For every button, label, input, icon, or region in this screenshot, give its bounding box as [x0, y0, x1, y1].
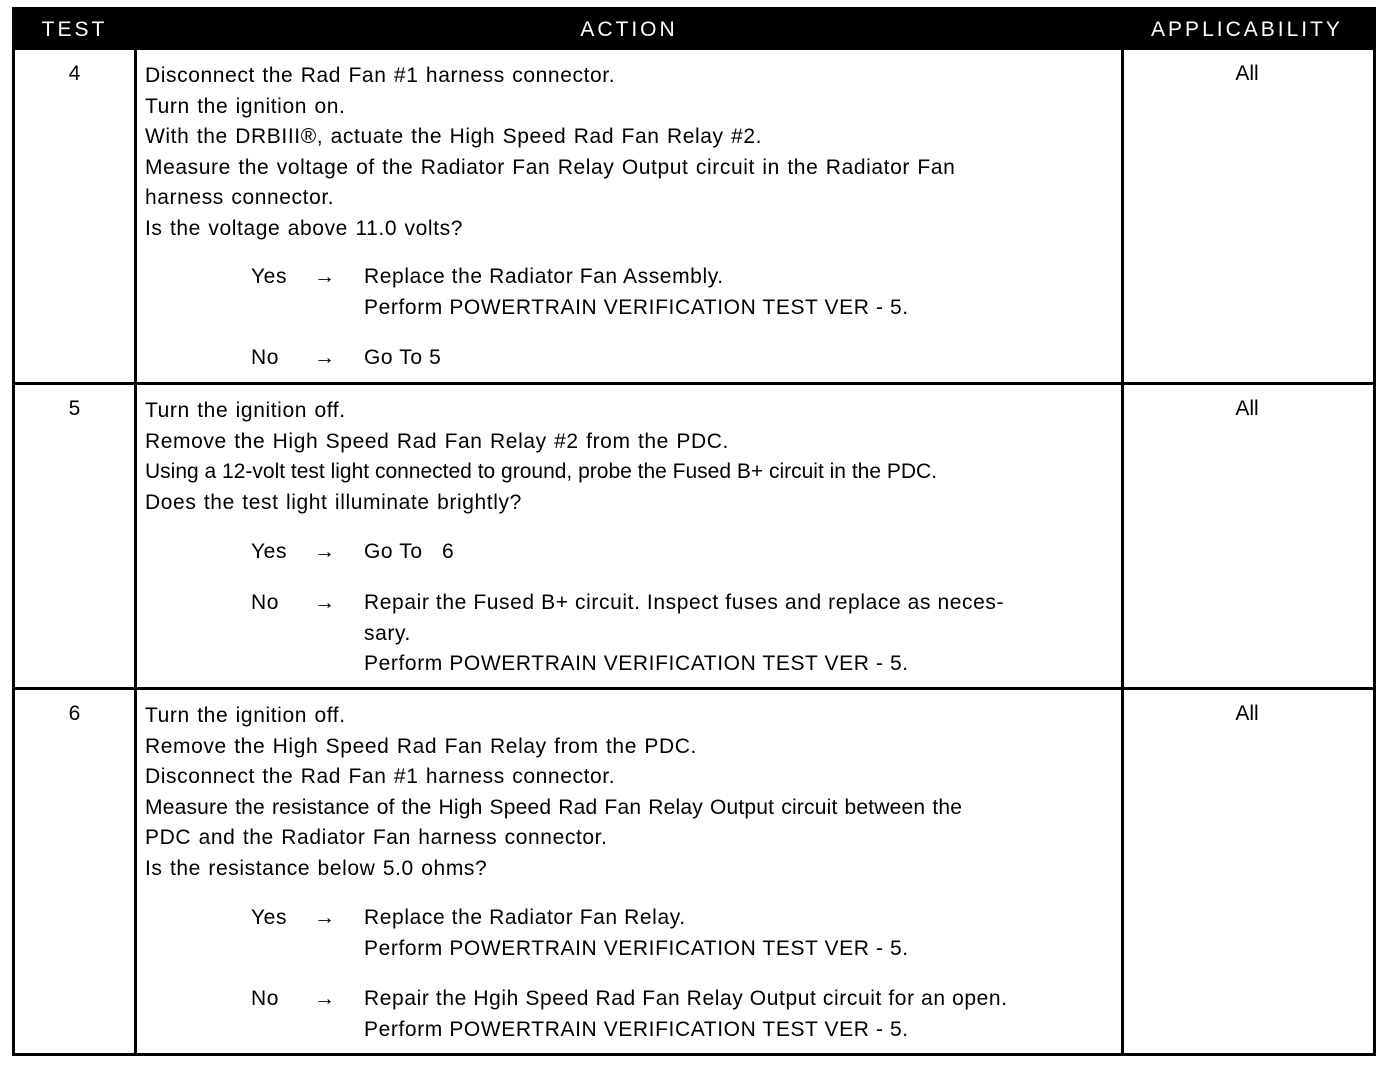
test-number: 5 — [68, 397, 81, 420]
action-line: PDC and the Radiator Fan harness connector. — [145, 826, 608, 849]
response-line: Perform POWERTRAIN VERIFICATION TEST VER - 5. — [364, 1017, 909, 1041]
action-line: Remove the High Speed Rad Fan Relay #2 from the PDC. — [145, 429, 729, 453]
yes-label: Yes — [251, 906, 288, 929]
action-line: Using a 12-volt test light connected to ground, probe the Fused B+ circuit in the PDC. — [145, 460, 938, 483]
arrow-icon: → — [314, 987, 336, 1010]
row-divider — [15, 687, 1373, 690]
action-line: Measure the voltage of the Radiator Fan Relay Output circuit in the Radiator Fan — [145, 155, 956, 179]
no-label: No — [251, 591, 280, 614]
arrow-icon: → — [314, 265, 336, 288]
action-line: Turn the ignition on. — [145, 94, 346, 118]
arrow-icon: → — [314, 540, 336, 563]
action-line: Disconnect the Rad Fan #1 harness connector. — [145, 64, 616, 87]
action-line: Disconnect the Rad Fan #1 harness connector. — [145, 765, 616, 788]
test-number: 6 — [68, 702, 81, 725]
action-line: Is the voltage above 11.0 volts? — [145, 216, 464, 240]
action-line: Does the test light illuminate brightly? — [145, 490, 522, 514]
response-line: Go To 5 — [364, 346, 442, 369]
response-line: Perform POWERTRAIN VERIFICATION TEST VER - 5. — [364, 652, 909, 675]
response-line: Replace the Radiator Fan Assembly. — [364, 265, 724, 288]
response-line: Perform POWERTRAIN VERIFICATION TEST VER - 5. — [364, 295, 909, 319]
header-test: TEST — [41, 18, 108, 41]
response-line: Replace the Radiator Fan Relay. — [364, 906, 686, 929]
action-line: With the DRBIII®, actuate the High Speed Rad Fan Relay #2. — [145, 125, 763, 148]
row-divider — [15, 382, 1373, 385]
yes-label: Yes — [251, 265, 288, 288]
response-line: sary. — [364, 621, 411, 645]
action-line: Remove the High Speed Rad Fan Relay from the PDC. — [145, 734, 697, 758]
response-line: Repair the Hgih Speed Rad Fan Relay Output circuit for an open. — [364, 987, 1008, 1010]
diagnostic-test-table — [12, 7, 1376, 1056]
action-line: Turn the ignition off. — [145, 399, 346, 422]
header-applicability: APPLICABILITY — [1151, 18, 1343, 41]
arrow-icon: → — [314, 906, 336, 929]
response-line: Repair the Fused B+ circuit. Inspect fuses and replace as neces- — [364, 591, 1005, 614]
action-text — [145, 61, 1125, 244]
action-line: harness connector. — [145, 186, 335, 209]
column-divider — [134, 50, 137, 1053]
action-text — [145, 396, 1125, 518]
test-number: 4 — [68, 62, 81, 85]
arrow-icon: → — [314, 346, 336, 369]
action-line: Measure the resistance of the High Speed Rad Fan Relay Output circuit between the — [145, 795, 963, 819]
no-label: No — [251, 987, 280, 1010]
yes-label: Yes — [251, 540, 288, 563]
response-line: Perform POWERTRAIN VERIFICATION TEST VER - 5. — [364, 936, 909, 960]
applicability-value: All — [1235, 397, 1259, 420]
action-text — [145, 701, 1125, 884]
arrow-icon: → — [314, 591, 336, 614]
table-header — [15, 10, 1373, 50]
applicability-value: All — [1235, 702, 1259, 725]
header-action: ACTION — [580, 18, 678, 41]
action-line: Is the resistance below 5.0 ohms? — [145, 856, 488, 880]
no-label: No — [251, 346, 280, 369]
applicability-value: All — [1235, 62, 1259, 85]
response-line: Go To 6 — [364, 540, 455, 563]
action-line: Turn the ignition off. — [145, 704, 346, 727]
